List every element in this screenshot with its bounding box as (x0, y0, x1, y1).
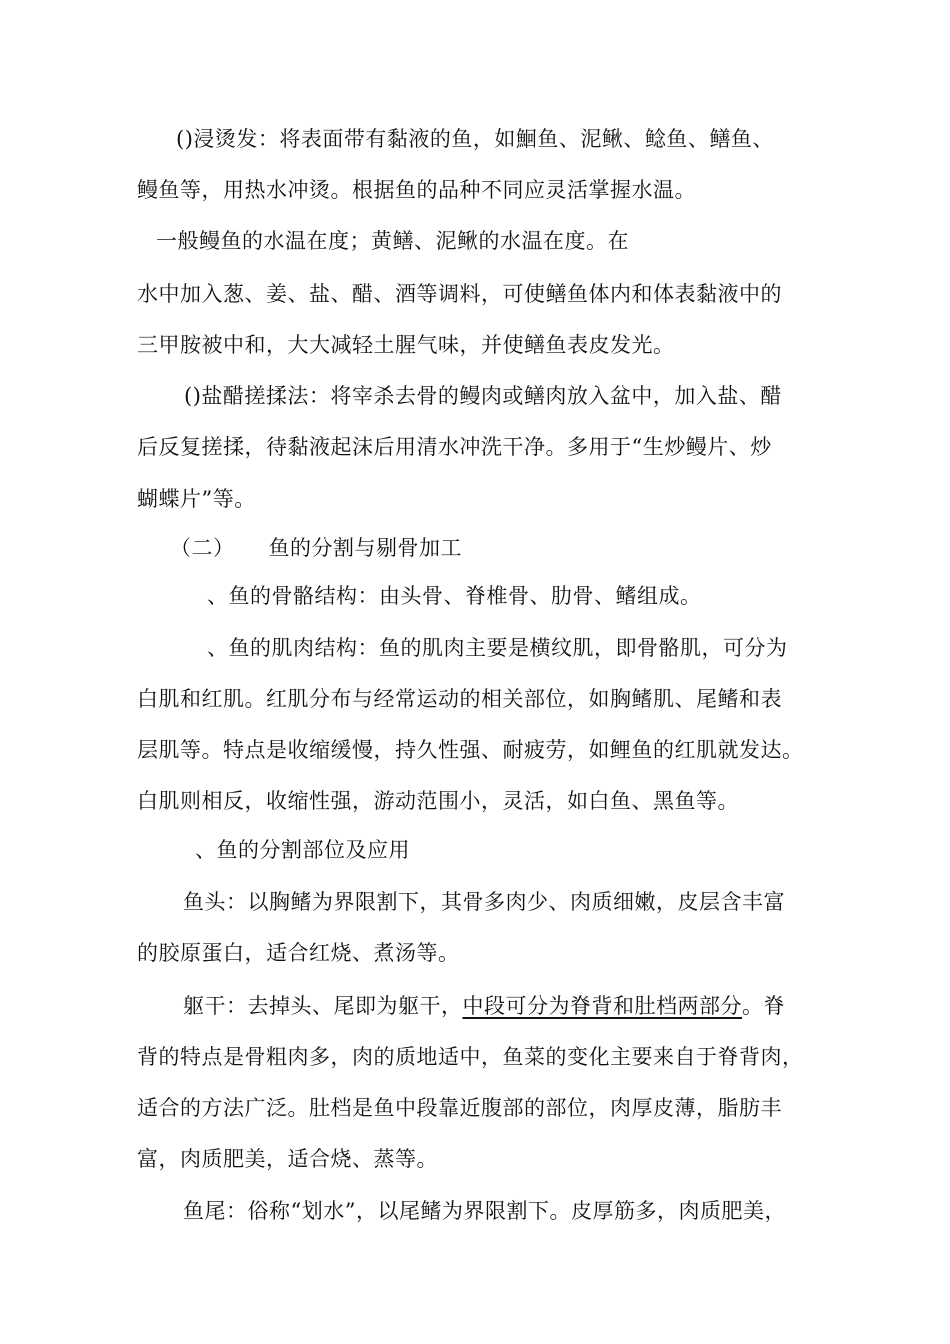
text-line: 、鱼的骨骼结构：由头骨、脊椎骨、肋骨、鳍组成。 (207, 584, 702, 608)
text-line: 背的特点是骨粗肉多，肉的质地适中，鱼菜的变化主要来自于脊背肉， (137, 1045, 804, 1069)
underlined-text: 中段可分为脊背和肚档两部分 (462, 994, 742, 1018)
text-line (183, 993, 785, 1019)
text-line: 鱼头：以胸鳍为界限割下，其骨多肉少、肉质细嫩，皮层含丰富 (183, 890, 785, 914)
text-line: 、鱼的肌肉结构：鱼的肌肉主要是横纹肌，即骨骼肌，可分为 (207, 636, 788, 660)
text-line: 适合的方法广泛。肚档是鱼中段靠近腹部的部位，肉厚皮薄，脂肪丰 (137, 1096, 782, 1120)
text-line: 层肌等。特点是收缩缓慢，持久性强、耐疲劳，如鲤鱼的红肌就发达。 (137, 738, 804, 762)
text-run: 。脊 (742, 994, 785, 1018)
text-line: 的胶原蛋白，适合红烧、煮汤等。 (137, 941, 460, 965)
text-line: 富，肉质肥美，适合烧、蒸等。 (137, 1147, 438, 1171)
text-line: 三甲胺被中和，大大减轻土腥气味，并使鳝鱼表皮发光。 (137, 333, 675, 357)
text-line: 鳗鱼等，用热水冲烫。根据鱼的品种不同应灵活掌握水温。 (137, 178, 696, 202)
text-line: 白肌则相反，收缩性强，游动范围小，灵活，如白鱼、黑鱼等。 (137, 789, 739, 813)
text-line: ()盐醋搓揉法：将宰杀去骨的鳗肉或鳝肉放入盆中，加入盐、醋 (184, 384, 782, 408)
text-line: 蝴蝶片”等。 (137, 487, 256, 511)
text-line: 后反复搓揉，待黏液起沫后用清水冲洗干净。多用于“生炒鳗片、炒 (137, 435, 772, 459)
text-run: 躯干：去掉头、尾即为躯干， (183, 994, 463, 1018)
section-title: 鱼的分割与剔骨加工 (268, 536, 462, 560)
section-heading (170, 535, 462, 561)
text-line: 白肌和红肌。红肌分布与经常运动的相关部位，如胸鳍肌、尾鳍和表 (137, 687, 782, 711)
text-line: 一般鳗鱼的水温在度；黄鳝、泥鳅的水温在度。在 (156, 229, 629, 253)
text-line: 鱼尾：俗称“划水”，以尾鳍为界限割下。皮厚筋多，肉质肥美， (183, 1199, 786, 1223)
text-line: 水中加入葱、姜、盐、醋、酒等调料，可使鳝鱼体内和体表黏液中的 (137, 282, 782, 306)
text-line: ()浸烫发：将表面带有黏液的鱼，如鮰鱼、泥鳅、鲶鱼、鳝鱼、 (176, 127, 774, 151)
section-number: （二） (170, 536, 235, 560)
text-line: 、鱼的分割部位及应用 (195, 838, 410, 862)
